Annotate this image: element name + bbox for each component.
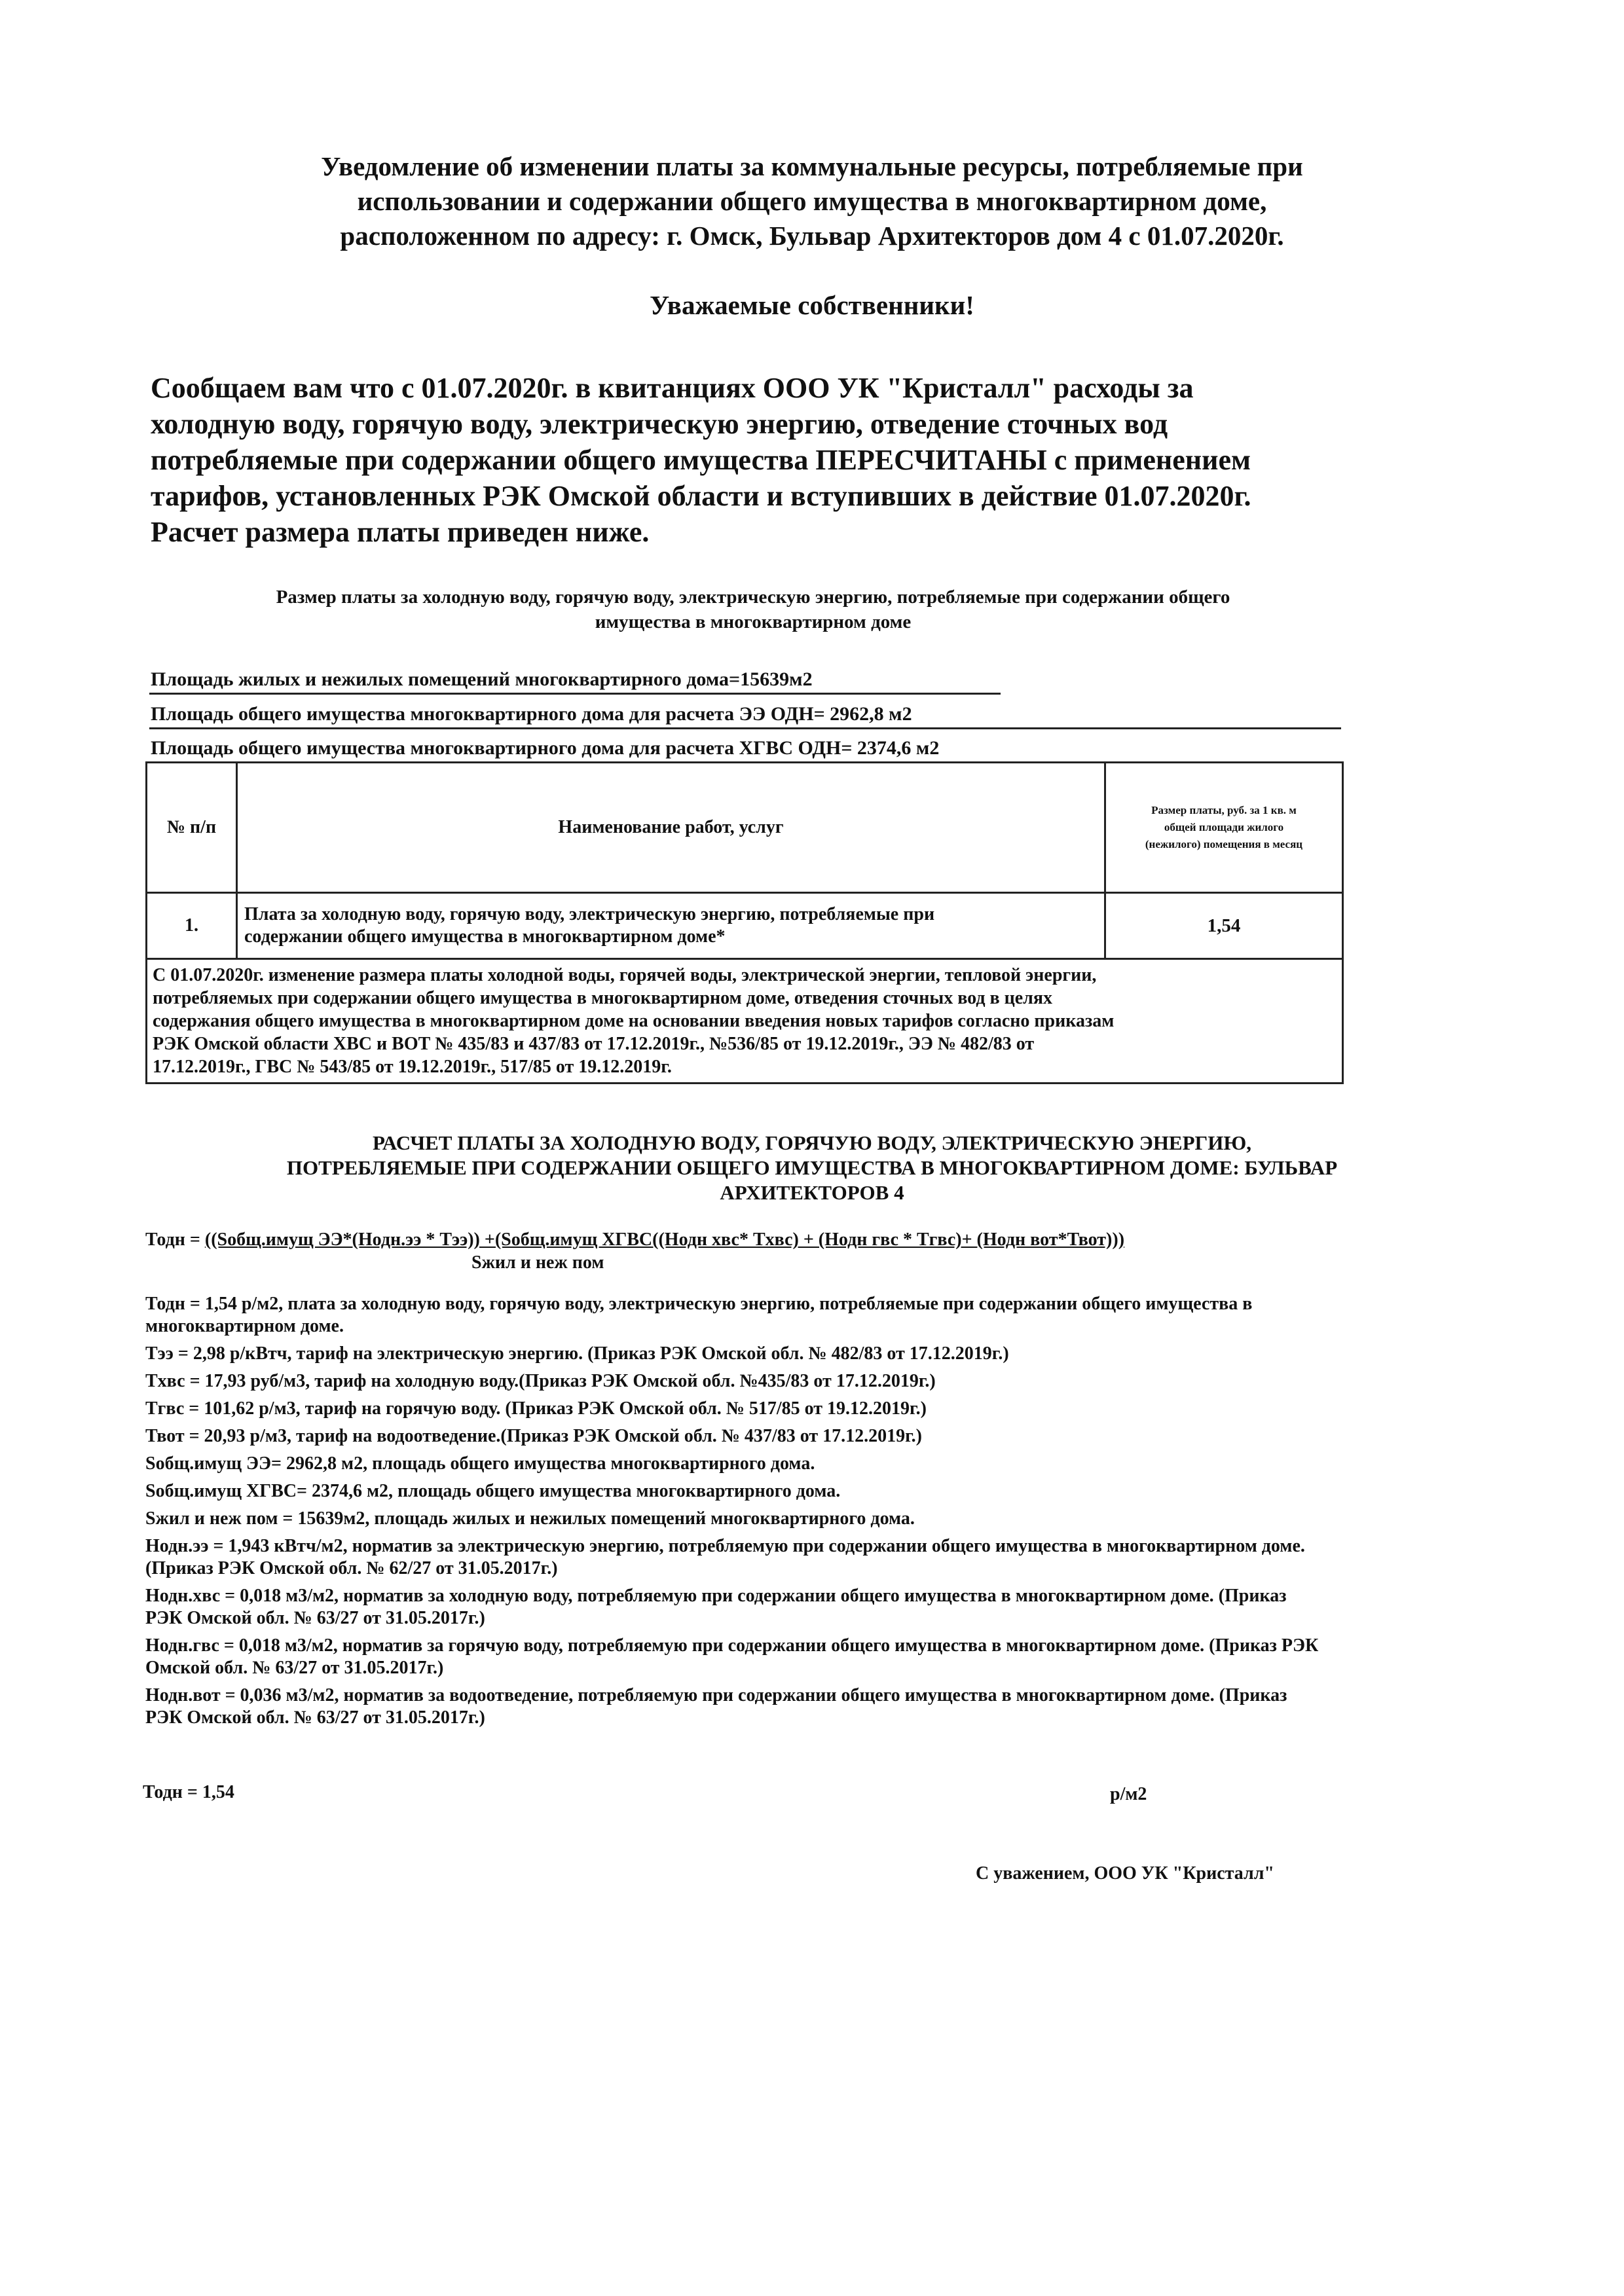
intro-paragraph — [151, 370, 1329, 550]
definitions-list — [145, 1293, 1324, 1734]
charges-table — [145, 761, 1344, 1084]
formula — [145, 1230, 1124, 1250]
notice-title — [164, 149, 1460, 253]
table-note-row — [147, 959, 1343, 1084]
definition-item: Нодн.вот = 0,036 м3/м2, норматив за водоотведение, потребляемую при содержании общего имущества в многоквартирном доме. (Приказ РЭК Омской обл. № 63/27 от 31.05.2017г.) — [145, 1685, 1287, 1728]
calc-title-line: АРХИТЕКТОРОВ 4 — [720, 1181, 904, 1204]
header-num: № п/п — [147, 763, 237, 893]
result-value: Тодн = 1,54 — [143, 1782, 234, 1802]
table-note-line: содержания общего имущества в многоквартирном доме на основании введения новых тарифов согласно приказам — [153, 1011, 1115, 1031]
table-note-line: потребляемых при содержании общего имущества в многоквартирном доме, отведения сточных вод в целях — [153, 988, 1053, 1008]
intro-line: тарифов, установленных РЭК Омской области и вступивших в действие 01.07.2020г. — [151, 480, 1251, 512]
intro-line: потребляемые при содержании общего имущества ПЕРЕСЧИТАНЫ с применением — [151, 444, 1251, 476]
calc-title-line: ПОТРЕБЛЯЕМЫЕ ПРИ СОДЕРЖАНИИ ОБЩЕГО ИМУЩЕСТВА В МНОГОКВАРТИРНОМ ДОМЕ: БУЛЬВАР — [286, 1156, 1338, 1179]
definition-item: Нодн.ээ = 1,943 кВтч/м2, норматив за электрическую энергию, потребляемую при содержании общего имущества в многоквартирном доме.(Приказ РЭК Омской обл. № 62/27 от 31.05.2017г.) — [145, 1536, 1305, 1578]
table-note-line: 17.12.2019г., ГВС № 543/85 от 19.12.2019г., 517/85 от 19.12.2019г. — [153, 1057, 672, 1077]
header-price — [1105, 763, 1343, 893]
calc-title — [157, 1131, 1467, 1205]
formula-numerator: ((Sобщ.имущ ЭЭ*(Нодн.ээ * Тээ)) +(Sобщ.имущ ХГВС((Нодн хвс* Тxвс) + (Нодн гвс * Тгвс)+ (Нодн вот*Твот))) — [204, 1230, 1125, 1250]
formula-lhs: Тодн = — [145, 1230, 205, 1250]
row-name — [237, 893, 1105, 959]
definition-item: Тээ = 2,98 р/кВтч, тариф на электрическую энергию. (Приказ РЭК Омской обл. № 482/83 от 17.12.2019г.) — [145, 1343, 1009, 1364]
divider-line — [149, 693, 1001, 695]
area-total: Площадь жилых и нежилых помещений многоквартирного дома=15639м2 — [151, 668, 813, 690]
divider-line — [149, 727, 1341, 729]
intro-line: Сообщаем вам что с 01.07.2020г. в квитанциях ООО УК "Кристалл" расходы за — [151, 372, 1194, 404]
notice-title-line: использовании и содержании общего имущества в многоквартирном доме, — [357, 186, 1267, 216]
definition-item: Тxвс = 17,93 руб/м3, тариф на холодную воду.(Приказ РЭК Омской обл. №435/83 от 17.12.2019г.) — [145, 1371, 936, 1391]
definition-item: Нодн.гвс = 0,018 м3/м2, норматив за горячую воду, потребляемую при содержании общего имущества в многоквартирном доме. (Приказ РЭК Омской обл. № 63/27 от 31.05.2017г.) — [145, 1635, 1319, 1678]
row-price: 1,54 — [1105, 893, 1343, 959]
section-subtitle — [170, 585, 1336, 634]
notice-title-line: Уведомление об изменении платы за коммунальные ресурсы, потребляемые при — [321, 151, 1303, 181]
table-header-row — [147, 763, 1343, 893]
definition-item: Sжил и неж пом = 15639м2, площадь жилых и нежилых помещений многоквартирного дома. — [145, 1508, 915, 1529]
intro-line: Расчет размера платы приведен ниже. — [151, 516, 650, 548]
formula-denominator: Sжил и неж пом — [471, 1252, 604, 1273]
definition-item: Твот = 20,93 р/м3, тариф на водоотведение.(Приказ РЭК Омской обл. № 437/83 от 17.12.2019г.) — [145, 1426, 922, 1446]
calc-title-line: РАСЧЕТ ПЛАТЫ ЗА ХОЛОДНУЮ ВОДУ, ГОРЯЧУЮ ВОДУ, ЭЛЕКТРИЧЕСКУЮ ЭНЕРГИЮ, — [372, 1131, 1252, 1154]
header-name: Наименование работ, услуг — [237, 763, 1105, 893]
row-num: 1. — [147, 893, 237, 959]
notice-title-line: расположенном по адресу: г. Омск, Бульвар Архитекторов дом 4 с 01.07.2020г. — [340, 221, 1284, 251]
signature: С уважением, ООО УК "Кристалл" — [976, 1863, 1274, 1884]
row-name-line: содержании общего имущества в многоквартирном доме* — [244, 926, 726, 947]
section-subtitle-line: Размер платы за холодную воду, горячую воду, электрическую энергию, потребляемые при содержании общего — [276, 587, 1230, 608]
table-note-line: РЭК Омской области ХВС и ВОТ № 435/83 и 437/83 от 17.12.2019г., №536/85 от 19.12.2019г., ЭЭ № 482/83 от — [153, 1034, 1035, 1054]
area-hgvs: Площадь общего имущества многоквартирного дома для расчета ХГВС ОДН= 2374,6 м2 — [151, 737, 940, 759]
result-unit: р/м2 — [1110, 1784, 1147, 1804]
definition-item: Sобщ.имущ ХГВС= 2374,6 м2, площадь общего имущества многоквартирного дома. — [145, 1481, 841, 1501]
section-subtitle-line: имущества в многоквартирном доме — [595, 611, 912, 632]
definition-item: Sобщ.имущ ЭЭ= 2962,8 м2, площадь общего имущества многоквартирного дома. — [145, 1453, 815, 1474]
table-note-line: С 01.07.2020г. изменение размера платы холодной воды, горячей воды, электрической энергии, тепловой энергии, — [153, 965, 1097, 985]
row-name-line: Плата за холодную воду, горячую воду, электрическую энергию, потребляемые при — [244, 904, 935, 924]
intro-line: холодную воду, горячую воду, электрическую энергию, отведение сточных вод — [151, 408, 1168, 440]
table-row — [147, 893, 1343, 959]
area-ee: Площадь общего имущества многоквартирного дома для расчета ЭЭ ОДН= 2962,8 м2 — [151, 703, 912, 725]
greeting: Уважаемые собственники! — [650, 290, 974, 320]
table-note — [147, 959, 1343, 1084]
definition-item: Тодн = 1,54 р/м2, плата за холодную воду, горячую воду, электрическую энергию, потребляемые при содержании общего имущества в многоквартирном доме. — [145, 1294, 1253, 1336]
header-price-line: Размер платы, руб. за 1 кв. м — [1151, 804, 1297, 816]
header-price-line: общей площади жилого — [1164, 821, 1284, 833]
header-price-line: (нежилого) помещения в месяц — [1145, 838, 1303, 850]
definition-item: Нодн.хвс = 0,018 м3/м2, норматив за холодную воду, потребляемую при содержании общего имущества в многоквартирном доме. (Приказ РЭК Омской обл. № 63/27 от 31.05.2017г.) — [145, 1586, 1287, 1628]
definition-item: Тгвс = 101,62 р/м3, тариф на горячую воду. (Приказ РЭК Омской обл. № 517/85 от 19.12.2019г.) — [145, 1398, 927, 1419]
